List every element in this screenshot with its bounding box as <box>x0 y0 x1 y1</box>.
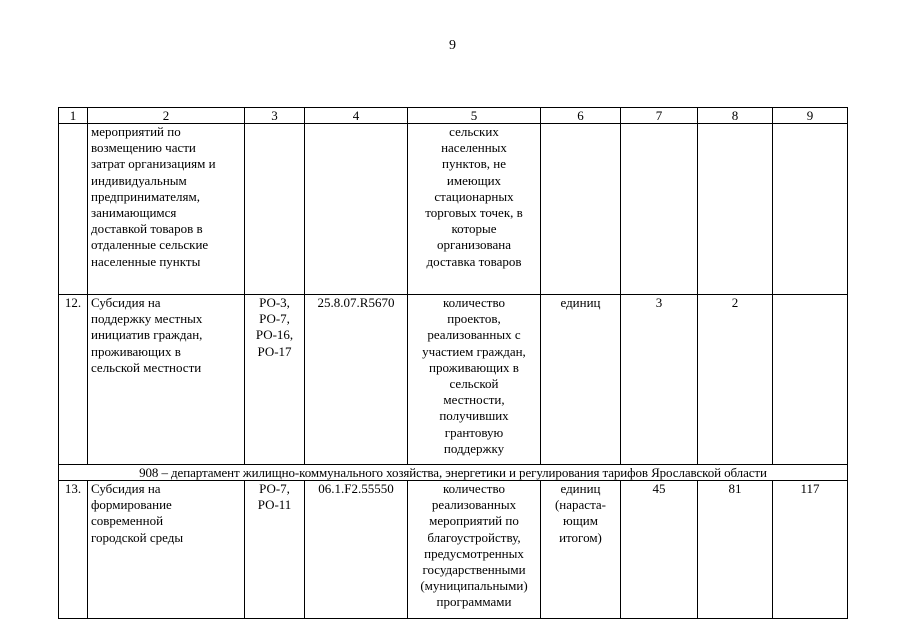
unit-cell: единиц (нараста- ющим итогом) <box>541 481 621 619</box>
value-cell: 45 <box>621 481 698 619</box>
row-number-cell: 13. <box>59 481 88 619</box>
header-cell: 1 <box>59 108 88 124</box>
header-cell: 3 <box>245 108 305 124</box>
value-cell: 2 <box>698 295 773 465</box>
header-cell: 9 <box>773 108 848 124</box>
section-row <box>59 465 848 481</box>
budget-code-cell: 06.1.F2.55550 <box>305 481 408 619</box>
result-code-cell: РО-3, РО-7, РО-16, РО-17 <box>245 295 305 465</box>
header-cell: 8 <box>698 108 773 124</box>
header-cell: 6 <box>541 108 621 124</box>
row-number-cell <box>59 124 88 295</box>
measure-name-cell: Субсидия на поддержку местных инициатив граждан, проживающих в сельской местности <box>88 295 245 465</box>
value-cell <box>621 124 698 295</box>
table-row-13 <box>59 481 848 619</box>
value-cell <box>698 124 773 295</box>
unit-cell <box>541 124 621 295</box>
indicators-table <box>58 107 848 619</box>
unit-cell: единиц <box>541 295 621 465</box>
indicator-name-cell: сельских населенных пунктов, не имеющих стационарных торговых точек, в которые организована доставка товаров <box>408 124 541 295</box>
table-row-12 <box>59 295 848 465</box>
value-cell <box>773 124 848 295</box>
table-header-row <box>59 108 848 124</box>
result-code-cell: РО-7, РО-11 <box>245 481 305 619</box>
result-code-cell <box>245 124 305 295</box>
header-cell: 7 <box>621 108 698 124</box>
page-number: 9 <box>449 38 456 53</box>
value-cell: 117 <box>773 481 848 619</box>
indicator-name-cell: количество реализованных мероприятий по благоустройству, предусмотренных государственными (муниципальными) программами <box>408 481 541 619</box>
value-cell: 3 <box>621 295 698 465</box>
section-title: 908 – департамент жилищно-коммунального хозяйства, энергетики и регулирования тарифов Ярославской области <box>59 465 848 481</box>
header-cell: 2 <box>88 108 245 124</box>
budget-code-cell: 25.8.07.R5670 <box>305 295 408 465</box>
measure-name-cell: Субсидия на формирование современной городской среды <box>88 481 245 619</box>
value-cell: 81 <box>698 481 773 619</box>
measure-name-cell: мероприятий по возмещению части затрат организациям и индивидуальным предпринимателям, занимающимся доставкой товаров в отдаленные сельские населенные пункты <box>88 124 245 295</box>
header-cell: 4 <box>305 108 408 124</box>
table-row-continued <box>59 124 848 295</box>
row-number-cell: 12. <box>59 295 88 465</box>
value-cell <box>773 295 848 465</box>
budget-code-cell <box>305 124 408 295</box>
header-cell: 5 <box>408 108 541 124</box>
indicator-name-cell: количество проектов, реализованных с участием граждан, проживающих в сельской местности, получивших грантовую поддержку <box>408 295 541 465</box>
